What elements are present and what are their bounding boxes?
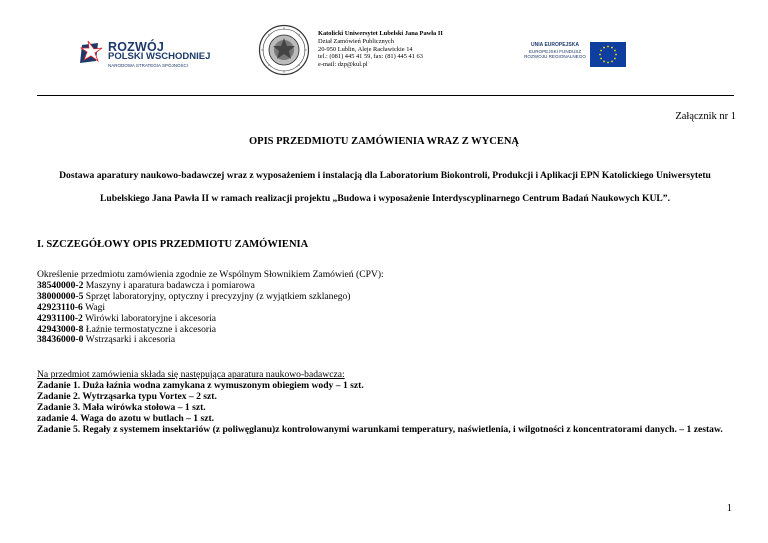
eu-star-icon: [607, 62, 609, 64]
eu-star-icon: [603, 61, 605, 63]
procurement-subject: Dostawa aparatury naukowo-badawczej wraz z wyposażeniem i instalacją dla Laboratorium Biokontroli, Produkcji i Aplikacji EPN Katolickiego Uniwersytetu Lubelskiego Jana Pawła II w ramach realizacji projektu „Budowa i wyposażenie Interdyscyplinarnego Centrum Badań Naukowych KUL”.: [59, 170, 711, 204]
eu-line1: UNIA EUROPEJSKA: [531, 42, 579, 48]
cpv-code: 42943000-8: [37, 323, 84, 335]
task-item: zadanie 4. Waga do azotu w butlach – 1 szt.: [37, 412, 215, 424]
eu-star-icon: [614, 50, 616, 52]
tasks-intro: Na przedmiot zamówienia składa się następująca aparatura naukowo-badawcza:: [37, 369, 345, 380]
address: 20-950 Lublin, Aleje Racławickie 14: [318, 45, 413, 53]
eu-star-icon: [611, 61, 613, 63]
phone-fax: tel.: (081) 445 41 59, fax: (81) 445 41 63: [318, 53, 423, 61]
annex-label: Załącznik nr 1: [675, 111, 736, 122]
task-item: Zadanie 1. Duża łaźnia wodna zamykana z wymuszonym obiegiem wody – 1 szt.: [37, 379, 364, 391]
task-item: Zadanie 3. Mała wirówka stołowa – 1 szt.: [37, 401, 206, 413]
rpw-line2: POLSKI WSCHODNIEJ: [108, 51, 211, 62]
cpv-desc: Maszyny i aparatura badawcza i pomiarowa: [85, 279, 255, 291]
cpv-row: [37, 335, 384, 346]
eu-star-icon: [600, 58, 602, 60]
cpv-desc: Wagi: [85, 301, 106, 313]
eu-star-icon: [600, 50, 602, 52]
eu-star-icon: [603, 47, 605, 49]
cpv-code: 42923110-6: [37, 301, 83, 313]
cpv-desc: Wstrząsarki i akcesoria: [85, 334, 176, 346]
rpw-star-flag-icon: [80, 39, 104, 65]
cpv-code: 38000000-5: [37, 290, 84, 302]
eu-logo-text: [514, 43, 596, 60]
cpv-desc: Wirówki laboratoryjne i akcesoria: [85, 312, 217, 324]
header-divider: [37, 95, 734, 96]
cpv-intro: Określenie przedmiotu zamówienia zgodnie ze Wspólnym Słownikiem Zamówień (CPV):: [37, 269, 384, 280]
cpv-desc: Sprzęt laboratoryjny, optyczny i precyzyjny (z wyjątkiem szklanego): [85, 290, 351, 302]
cpv-code: 38436000-0: [37, 334, 84, 346]
cpv-desc: Łaźnie termostatyczne i akcesoria: [85, 323, 217, 335]
cpv-code: 42931100-2: [37, 312, 83, 324]
task-item: Zadanie 5. Regały z systemem insektariów (z poliwęglanu)z kontrolowanymi warunkami temperatury, naświetlenia, i wilgotności z koncentratorami danych. – 1 zestaw.: [37, 423, 723, 435]
task-item: Zadanie 2. Wytrząsarka typu Vortex – 2 szt.: [37, 390, 217, 402]
cpv-code: 38540000-2: [37, 279, 84, 291]
rpw-line3: NARODOWA STRATEGIA SPÓJNOŚCI: [108, 63, 189, 68]
eu-star-icon: [607, 46, 609, 48]
eu-star-icon: [614, 58, 616, 60]
kul-contact-info: [318, 30, 443, 69]
cpv-block: [37, 270, 384, 346]
section-title: I. SZCZEGÓŁOWY OPIS PRZEDMIOTU ZAMÓWIENIA: [37, 239, 309, 250]
eu-star-icon: [599, 54, 601, 56]
document-title: OPIS PRZEDMIOTU ZAMÓWIENIA WRAZ Z WYCENĄ: [248, 136, 520, 147]
eu-star-icon: [611, 47, 613, 49]
eu-line3: ROZWOJU REGIONALNEGO: [524, 54, 586, 60]
email: e-mail: dzp@kul.pl: [318, 61, 368, 69]
rozwoj-polski-wschodniej-logo: [80, 39, 210, 69]
eu-star-icon: [615, 54, 617, 56]
page-number: 1: [726, 503, 732, 514]
rpw-line1: ROZWÓJ: [108, 40, 165, 54]
department: Dział Zamówień Publicznych: [318, 37, 394, 45]
tasks-block: [37, 370, 737, 435]
kul-seal-icon: [258, 24, 310, 76]
eu-line2: EUROPEJSKI FUNDUSZ: [528, 48, 582, 54]
eu-flag-icon: [590, 42, 626, 67]
university-name: Katolicki Uniwersytet Lubelski Jana Pawła II: [318, 30, 443, 37]
